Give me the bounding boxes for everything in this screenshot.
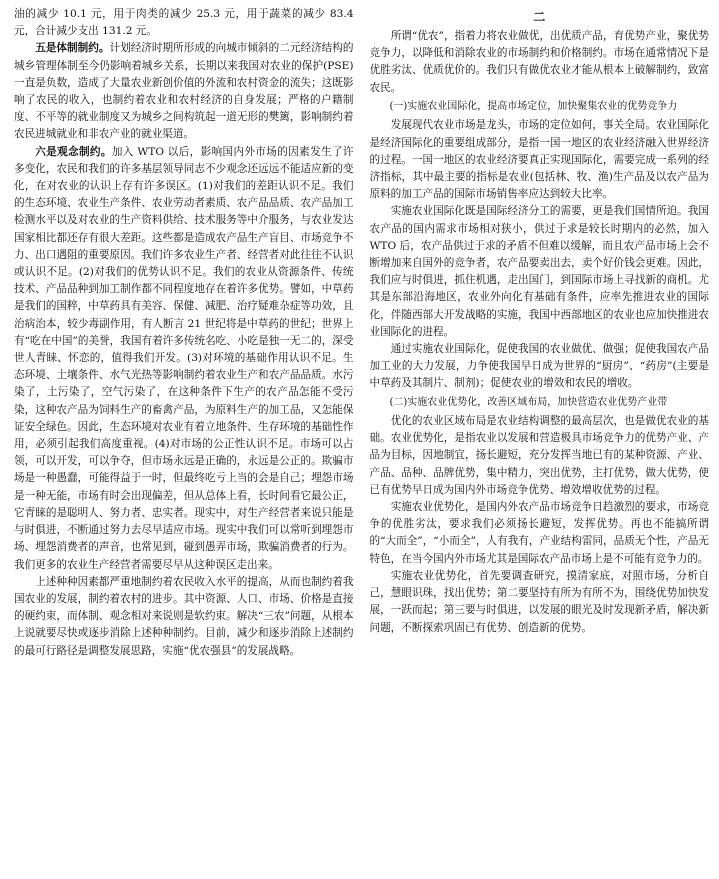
paragraph-steps: 实施农业优势化，首先要调查研究，摸清家底，对照市场，分析自己，慧眼识珠，找出优势；第二要坚持有所为有所不为，围绕优势加快发展，一跃而起；第三要与时俱进，以发展的眼光及时发现新矛盾，解决新问题，不断探索巩固已有优势、创造新的优势。 (369, 569, 709, 634)
paragraph-body: 加入 WTO 以后，影响国内外市场的因素发生了许多变化，农民和我们的许多基层领导同志不少观念还远远不能适应新的变化，在对农业的认识上存有许多误区。(1)对我们的差距认识不足。我们的生态环境、农业生产条件、农业劳动者素质、农产品品质、农产品加工检测水平以及对农业的生产资料供给、技术服务等中介服务，与农业发达国家相比都还存有很大差距。这些都是造成农产品生产盲目、市场竞争不力、出口遇阻的重要原因。我们许多农业生产者、经营者对此往往不认识或认识不足。(2)对我们的优势认识不足。我们的农业从资源条件、传统技术、产品品种到加工制作都不同程度地存在着许多优势。譬如，中草药是我们的国粹，中草药具有美容、保健、减肥、治疗疑难杂症等功效，且治病治本，较少毒副作用，有人断言 21 世纪将是中草药的世纪；世界上有“吃在中国”的美誉，我国有着许多传统名吃、小吃是独一无二的，深受世人青睐、怀恋的，值得我们开发。(3)对环境的基础作用认识不足。生态环境、土壤条件、水气光热等影响制约着农业生产和农产品品质。水污染了，土污染了，空气污染了，在这种条件下生产的农产品怎能不受污染，这种农产品为饲料生产的畜禽产品，为原料生产的加工品，又怎能保证安全绿色。因此，生态环境对农业有着立地条件、生存环境的基础性作用，必须引起我们高度重视。(4)对市场的公正性认识不足。市场可以占领，可以开发，可以争夺，但市场永远是正确的，永远是公正的。欺骗市场是一种愚蠢，可能得益于一时，但最终吃亏上当的会是自己；埋怨市场是一种无能，市场有时会出现偏差，但从总体上看，长时间看它最公正，它青睐的是聪明人、努力者、忠实者。现实中，对生产经营者来说只能是与时俱进，不断通过努力去尽早适应市场。现实中我们可以常听到埋怨市场、埋怨消费者的声音，也常见到，碰到愚弄市场，欺骗消费者的行为。我们更多的农业生产经营者需要尽早从这种误区走出来。 (14, 145, 354, 571)
paragraph-regional-layout: 优化的农业区域布局是农业结构调整的最高层次，也是做优农业的基础。农业优势化，是指农业以发展和营造极具市场竞争力的优势产业、产品为目标，因地制宜，扬长避短，充分发挥当地已有的某种资源、产业、产品、品种、品牌优势，集中精力，突出优势，主打优势，做大优势，使已有优势早日成为国内外市场竞争优势、增效增收优势的过程。 (369, 415, 709, 496)
subheading-internationalization: (一)实施农业国际化，提高市场定位，加快聚集农业的优势竞争力 (389, 100, 678, 112)
paragraph-summary: 上述种种因素都严重地制约着农民收入水平的提高，从而也制约着我国农业的发展，制约着农村的进步。其中资源、人口、市场、价格是直接的硬约束，而体制、观念相对来说则是软约束。解决“三农”问题，从根本上说就要尽快或逐步消除上述种种制约。目前，减少和逐步消除上述制约的最可行路径是调整发展思路，实施“优农强县”的发展战略。 (14, 575, 354, 657)
paragraph-lead: 五是体制制约。 (35, 42, 110, 55)
paragraph-market-positioning: 发展现代农业市场是龙头，市场的定位如何，事关全局。农业国际化是经济国际化的重要组成部分，是指一国一地区的农业经济融入世界经济的过程。一国一地区的农业经济要真正实现国际化，需要完成一系列的经济指标，其中最主要的指标是农业(包括林、牧、渔)生产品及以农产品为原料的加工产品的国际市场销售率应达到较大比率。 (369, 119, 709, 201)
paragraph-lead: 六是观念制约。 (35, 145, 112, 158)
paragraph-definition: 所谓“优农”，指着力将农业做优，出优质产品，育优势产业，聚优势竞争力，以降低和消除农业的市场制约和价格制约。市场在通常情况下是优胜劣汰、优质优价的。我们只有做优农业才能从根本上破解制约，致富农民。 (369, 30, 709, 94)
right-column (370, 6, 710, 875)
paragraph-competition: 实施农业优势化，是国内外农产品市场竞争日趋激烈的要求，市场竞争的优胜劣汰，要求我们必须扬长避短，发挥优势。再也不能搞所谓的“大而全”，“小而全”，人有我有，产业结构雷同，品质无个性，产品无特色，在当今国内外市场尤其是国际农产品市场上是不可能有竞争力的。 (369, 501, 709, 565)
subheading-advantage: (二)实施农业优势化，改善区域布局，加快营造农业优势产业带 (389, 396, 668, 408)
paragraph-conceptual-constraint (14, 144, 354, 574)
paragraph-institutional-constraint (14, 40, 354, 143)
paragraph-internationalization-goals: 通过实施农业国际化，促使我国的农业做优、做强；促使我国农产品加工业的大力发展，力争使我国早日成为世界的“厨房”、“药房”(主要是中草药及其制片、制剂)；促使农业的增效和农民的增收。 (369, 342, 709, 390)
left-column (14, 6, 354, 875)
paragraph-body: 计划经济时期所形成的向城市倾斜的二元经济结构的城乡管理体制至今仍影响着城乡关系，长期以来我国对农业的保护(PSE)一直是负数，造成了大量农业新创价值的外流和农村资金的流失；这既影响了农民的收入，也制约着农业和农村经济的自身发展；严格的户籍制度、不平等的就业制度又为城乡之间构筑起一道无形的樊篱，影响制约着农民进城就业和非农产业的就业渠道。 (14, 42, 354, 141)
paragraph-national-conditions: 实施农业国际化既是国际经济分工的需要，更是我们国情所迫。我国农产品的国内需求市场相对狭小，供过于求是较长时期内的必然，加入 WTO 后，农产品供过于求的矛盾不但难以缓解，而且农产品市场上会不断增加来自国外的竞争者，农产品要卖出去，卖个好价钱会更难。因此，我们应与时俱进，抓住机遇，走出国门，到国际市场上寻找新的商机。尤其是东部沿海地区，农业外向化有基础有条件，应率先推进农业的国际化，伴随西部大开发战略的实施，我国中西部地区的农业也应加快推进农业国际化的进程。 (369, 205, 709, 338)
paragraph-expenditure-reduction: 油的减少 10.1 元，用于肉类的减少 25.3 元，用于蔬菜的减少 83.4 元，合计减少支出 131.2 元。 (14, 8, 354, 38)
section-number: 二 (533, 10, 546, 24)
